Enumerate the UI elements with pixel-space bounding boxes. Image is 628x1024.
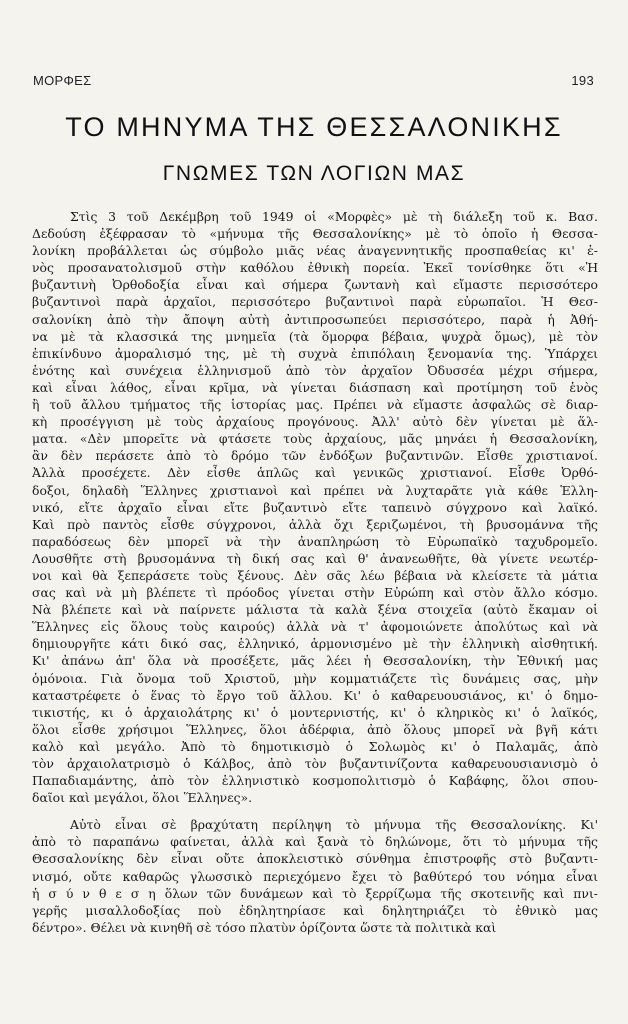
text-line: Παπαδιαμάντης, ἀπὸ τὸν ἑλληνιστικὸ κοσμοπολιτισμὸ ὁ Καβάφης, ὅλοι σπου- [32, 773, 598, 789]
text-line: σαλονίκη ἀπὸ τὴν ἄποψη αὐτὴ ἀντιπροσωπεύει περισσότερο, παρὰ ἡ Ἀθή- [32, 311, 598, 327]
text-line: ἡ σ ύ ν θ ε σ η ὅλων τῶν δυνάμεων καὶ τὸ ξερρίζωμα τῆς σκοτεινῆς καὶ πνι- [32, 885, 598, 901]
text-line: ἑνότης καὶ συνέχεια ἑλληνισμοῦ ἀπὸ τὸν ἀρχαῖον Ὀδυσσέα μέχρι σήμερα, [32, 362, 598, 378]
text-line: κὴ προσέγγιση μὲ τοὺς ἀρχαίους προγόνους. Ἀλλ' αὐτὸ δὲν γίνεται μὲ ἅλ- [32, 414, 598, 430]
text-line: δοξοι, δηλαδὴ Ἕλληνες χριστιανοὶ καὶ πρέπει νὰ λυχταρᾶτε γιὰ κάθε Ἑλλη- [32, 482, 598, 498]
running-header [33, 73, 594, 88]
text-line: ἢ τοῦ ἄλλου τμήματος τῆς ἱστορίας μας. Πρέπει νὰ εἴμαστε ἀσφαλῶς σὲ διαρ- [32, 397, 598, 413]
journal-name: ΜΟΡΦΕΣ [33, 73, 92, 88]
text-line: ἀπὸ τὸ παραπάνω φαίνεται, ἀλλὰ καὶ ξανὰ τὸ δηλώνομε, ὅτι τὸ μήνυμα τῆς [32, 834, 598, 850]
text-line: ματα. «Δὲν μπορεῖτε νὰ φτάσετε τοὺς ἀρχαίους, μᾶς μηνάει ἡ Θεσσαλονίκη, [32, 431, 598, 447]
paragraph-gap [32, 806, 598, 816]
text-line: Ἕλληνες εἰς ὅλους τοὺς καιρούς) ἀλλὰ νὰ τ' ἀφομοιώνετε ἀπολύτως καὶ νὰ [32, 619, 598, 635]
text-line: Καὶ πρὸ παντὸς εἶσθε σύγχρονοι, ἀλλὰ ὄχι ξεριζωμένοι, τὴ βρυσομάννα τῆς [32, 516, 598, 532]
text-line: Δεδούση ἐξέφρασαν τὸ «μήνυμα τῆς Θεσσαλονίκης» μὲ τὸ ὁποῖο ἡ Θεσσα- [32, 226, 598, 242]
article-title: ΤΟ ΜΗΝΥΜΑ ΤΗΣ ΘΕΣΣΑΛΟΝΙΚΗΣ [65, 112, 563, 142]
paragraph [32, 208, 598, 806]
text-line: γερῆς μισαλλοδοξίας ποὺ ἐδηλητηρίασε καὶ δηλητηριάζει τὸ ἐθνικὸ μας [32, 902, 598, 918]
text-line: ὅλοι εἶσθε χρήσιμοι Ἕλληνες, ὅλοι ἀδέρφια, ἀπὸ ὅλους μπορεῖ νὰ βγῆ κάτι [32, 721, 598, 737]
text-line: Νὰ βλέπετε καὶ νὰ παίρνετε μάλιστα τὰ καλὰ ξένα στοιχεῖα (αὐτὸ ἔκαμαν οἱ [32, 602, 598, 618]
text-line: ἐπικίνδυνο ἀμοραλισμό της, μὲ τὴ συχνὰ ἐπιπόλαιη ξενομανία της. Ὑπάρχει [32, 345, 598, 361]
paragraph [32, 816, 598, 936]
text-line: να μὲ τὰ κλασσικά της μνημεῖα (τὰ ὅμορφα βέβαια, ψυχρὰ ὅμως), μὲ τὸν [32, 328, 598, 344]
text-line: καταστρέφετε ὁ ἕνας τὸ ἔργο τοῦ ἄλλου. Κι' ὁ καθαρευουσιάνος, κι' ὁ δημο- [32, 687, 598, 703]
text-line: Αὐτὸ εἶναι σὲ βραχύτατη περίληψη τὸ μήνυμα τῆς Θεσσαλονίκης. Κι' [70, 817, 598, 833]
text-line: νοι καὶ θὰ ξεπεράσετε τοὺς ξένους. Δὲν σᾶς λέω βέβαια νὰ κλείσετε τὰ μάτια [32, 567, 598, 583]
article-subtitle: ΓΝΩΜΕΣ ΤΩΝ ΛΟΓΙΩΝ ΜΑΣ [162, 162, 466, 185]
article-body [32, 208, 598, 936]
text-line: καὶ εἶναι λάθος, εἶναι κρῖμα, νὰ γίνεται διάσπαση καὶ προτίμηση τοῦ ἑνὸς [32, 379, 598, 395]
text-line: Λουσθῆτε στὴ βρυσομάννα τὴ δική σας καὶ θ' ἀνανεωθῆτε, θὰ γίνετε νεωτέρ- [32, 550, 598, 566]
text-line: βυζαντινὴ Ὀρθοδοξία εἶναι καὶ σήμερα ζωντανὴ καὶ εἴμαστε περισσότερο [32, 277, 598, 293]
page-number: 193 [571, 73, 594, 88]
text-line: καλὸ καὶ μεγάλο. Ἀπὸ τὸ δημοτικισμὸ ὁ Σολωμὸς κι' ὁ Παλαμᾶς, ἀπὸ [32, 738, 598, 754]
text-line: δαῖοι καὶ μεγάλοι, ὅλοι Ἕλληνες». [32, 790, 253, 806]
text-line: παραδόσεως δὲν μπορεῖ νὰ τὴν ἀναπληρώση τὸ Εὐρωπαϊκὸ ταχυδρομεῖο. [32, 533, 598, 549]
text-line: νισμό, οὔτε καθαρῶς γλωσσικὸ περιεχόμενο ἔχει τὸ βαθύτερό του νόημα εἶναι [32, 868, 598, 884]
text-line: δέντρο». Θέλει νὰ κινηθῆ σὲ τόσο πλατὺν ὁρίζοντα ὥστε τὰ πολιτικὰ καὶ [32, 919, 497, 935]
text-line: νὸς προσανατολισμοῦ στὴν καθόλου ἐθνικὴ πορεία. Ἐκεῖ τονίσθηκε ὅτι «Ἡ [32, 260, 598, 276]
text-line: νικό, εἴτε ἀρχαῖο εἶναι εἴτε βυζαντινὸ εἴτε ταπεινὸ σύγχρονο καὶ λαϊκό. [32, 499, 598, 515]
text-line: Κι' ἀπάνω ἀπ' ὅλα νὰ προσέξετε, μᾶς λέει ἡ Θεσσαλονίκη, τὴν Ἐθνική μας [32, 653, 598, 669]
text-line: τικιστής, κι ὁ ἀρχαιολάτρης κι' ὁ μοντερνιστής, κι' ὁ κληρικὸς κι' ὁ λαϊκός, [32, 704, 598, 720]
text-line: Ἀλλὰ προσέχετε. Δὲν εἶσθε ἁπλῶς καὶ γενικῶς χριστιανοί. Εἶσθε Ὀρθό- [32, 465, 598, 481]
text-line: τὸν ἀρχαιολατρισμὸ ὁ Κάλβος, ἀπὸ τὸν βυζαντινίζοντα καθαρευουσιανισμὸ ὁ [32, 756, 598, 771]
text-line: Θεσσαλονίκης δὲν εἶναι οὔτε ἀποκλειστικὸ σύνθημα ἐπιστροφῆς στὸ βυζαντι- [32, 851, 598, 867]
text-line: βυζαντινοὶ παρὰ ἀρχαῖοι, περισσότερο βυζαντινοὶ παρὰ εὐρωπαῖοι. Ἡ Θεσ- [32, 294, 598, 310]
text-line: ἂν δὲν περάσετε ἀπὸ τὸ δρόμο τῶν ἐνδόξων βυζαντινῶν. Εἶσθε χριστιανοί. [32, 448, 598, 464]
text-line: δημιουργῆτε κάτι δικό σας, ἑλληνικό, ἁρμονισμένο μὲ τὴν ἑλληνικὴ αἰσθητική. [32, 636, 598, 652]
text-line: σας καὶ νὰ μὴ βλέπετε τὶ πρόοδος γίνεται στὴν Εὐρώπη καὶ στὸν ἄλλο κόσμο. [32, 585, 598, 601]
text-line: λονίκη προβάλλεται ὡς σύμβολο μιᾶς νέας ἀναγεννητικῆς προσπαθείας κι' ἑ- [32, 243, 598, 259]
text-line: Στὶς 3 τοῦ Δεκέμβρη τοῦ 1949 οἱ «Μορφὲς» μὲ τὴ διάλεξη τοῦ κ. Βασ. [70, 209, 598, 224]
text-line: ὁμόνοια. Γιὰ ὄνομα τοῦ Χριστοῦ, μὴν κομματιάζετε τὶς δυνάμεις σας, μὴν [32, 670, 598, 686]
